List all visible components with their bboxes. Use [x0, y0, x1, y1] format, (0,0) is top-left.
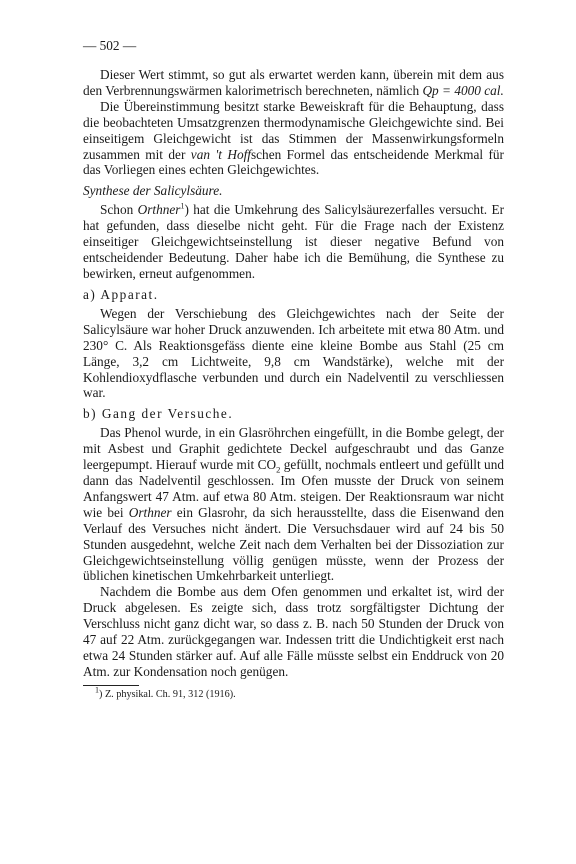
paragraph-phenol — [83, 425, 504, 584]
author-name-vanthoff: van 't Hoff — [190, 146, 251, 162]
paragraph-uebereinstimmung-text: Die Übereinstimmung besitzt starke Beweiskraft für die Behauptung, dass die beobachteten Umsatzgrenzen thermodynamische Gleichgewichte sind. Bei einseitigem Gleichgewicht ist das Stimmen der Massenwirkungsformeln zusammen mit der — [83, 98, 504, 162]
text-column — [83, 38, 504, 701]
paragraph-bombe: Nachdem die Bombe aus dem Ofen genommen und erkaltet ist, wird der Druck abgelesen. Es zeigte sich, dass trotz sorgfältigster Dichtung der Verschluss nicht ganz dicht war, so dass z. B. nach 50 Stunden der Druck von 47 auf 22 Atm. zurückgegangen war. Indessen tritt die Undichtigkeit erst nach etwa 24 Stunden stärker auf. Auf alle Fälle müsste selbst ein Enddruck von 20 Atm. zur Kondensation noch genügen. — [83, 584, 504, 679]
footnote-mark: 1 — [95, 685, 99, 695]
page-number: — 502 — — [83, 38, 137, 53]
footnote-rule — [83, 685, 139, 686]
paragraph-phenol-middle: gefüllt, nochmals entleert und gefüllt und dann das Nadelventil geschlossen. Im Ofen musste der Druck von seinem Anfangswert 47 Atm. auf etwa 80 Atm. steigen. Der Reaktionsraum war nicht wie bei — [83, 457, 504, 520]
subsection-heading-versuche: b) Gang der Versuche. — [83, 406, 234, 422]
heat-formula: Qp = 4000 cal. — [422, 82, 504, 98]
author-name-orthner: Orthner — [137, 202, 181, 218]
paragraph-uebereinstimmung-tail: schen Formel das entscheidende Merkmal für das Vorliegen eines echten Gleichgewichtes. — [83, 146, 504, 178]
paragraph-wert — [83, 67, 504, 99]
paragraph-orthner-text: ) hat die Umkehrung des Salicylsäurezerfalles versucht. Er hat gefunden, dass dieselbe nicht geht. Für die Frage nach der Existenz einseitiger Gleichgewichtseinstellung ist dieser negative Befund von entscheidender Bedeutung. Daher habe ich die Bemühung, die Synthese zu bewirken, erneut aufgenommen. — [83, 202, 504, 281]
section-heading-synthese: Synthese der Salicylsäure. — [83, 183, 223, 199]
paragraph-uebereinstimmung — [83, 99, 504, 179]
paragraph-phenol-text: Das Phenol wurde, in ein Glasröhrchen eingefüllt, in die Bombe gelegt, der mit Asbest und Graphit gedichtete Deckel aufgeschraubt und das Ganze leergepumpt. Hierauf wurde mit — [83, 425, 504, 473]
paragraph-wert-text: Dieser Wert stimmt, so gut als erwartet werden kann, überein mit dem aus den Verbrennungswärmen kalorimetrisch berechneten, nämlich — [83, 67, 504, 98]
paragraph-phenol-tail: ein Glasrohr, da sich herausstellte, dass die Eisenwand den Verlauf des Versuches nicht ändert. Die Versuchsdauer wird auf 24 bis 50 Stunden ausgedehnt, welche Zeit nach dem Verhalten bei der Dissoziation zur Gleichgewichtseinstellung völlig genügen müsste, wenn der Prozess der üblichen kinetischen Umkehrbarkeit unterliegt. — [83, 504, 504, 584]
paragraph-apparat: Wegen der Verschiebung des Gleichgewichtes nach der Seite der Salicylsäure war hoher Druck anzuwenden. Ich arbeitete mit etwa 80 Atm. und 230° C. Als Reaktionsgefäss diente eine kleine Bombe aus Stahl (25 cm Länge, 3,2 cm Lichtweite, 9,8 cm Wandstärke), welche mit der Kohlendioxydflasche verbunden und durch ein Nadelventil zu verschliessen war. — [83, 305, 504, 401]
paragraph-orthner — [83, 202, 504, 282]
author-name-orthner-2: Orthner — [128, 504, 172, 520]
footnote-text: ) Z. physikal. Ch. 91, 312 (1916). — [99, 688, 236, 700]
paragraph-orthner-lead: Schon — [100, 202, 134, 218]
footnote-reference: 1 — [180, 201, 185, 211]
footnote — [83, 685, 504, 701]
subsection-heading-apparat: a) Apparat. — [83, 286, 159, 302]
formula-co2: $CO_2$ — [257, 457, 281, 475]
